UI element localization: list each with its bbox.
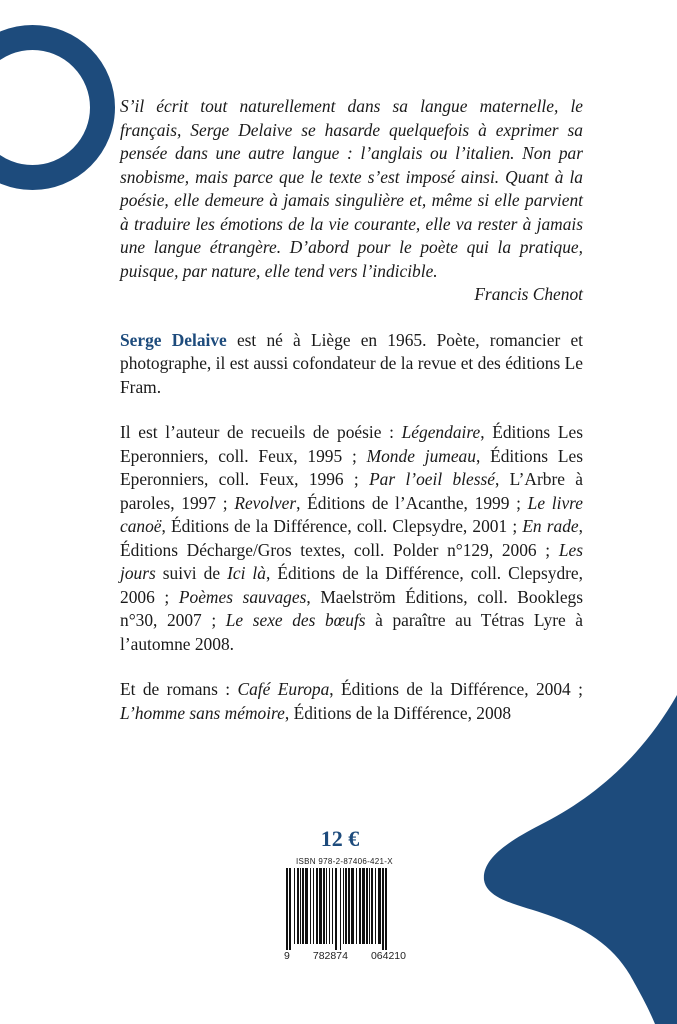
barcode-bar [371,868,373,944]
barcode-right-group: 064210 [370,950,406,962]
author-name: Serge Delaive [120,329,227,350]
poetry-works-segment: , L’Arbre à paroles, 1997 ; [120,469,584,513]
barcode-bar [335,868,337,950]
barcode-bar [323,868,325,944]
poetry-works-segment: Le sexe des bœufs [225,610,366,630]
novels-list-segment: L’homme sans mémoire [120,702,285,723]
barcode-bar [356,868,357,944]
poetry-works-segment: Les jours [120,539,583,583]
poetry-works-segment: Ici là [227,563,266,583]
barcode-bar [345,868,347,944]
poetry-works-segment: à paraître au Tétras Lyre à l’automne 2008. [120,610,584,654]
poetry-works-segment: suivi de [155,563,228,583]
barcode-first-digit: 9 [284,950,290,962]
barcode-left-group: 782874 [312,950,348,962]
barcode-digits [284,950,406,962]
barcode-bar [378,868,381,944]
poetry-works-segment: En rade [522,516,579,536]
poetry-works [120,421,583,656]
barcode-bar [286,868,288,950]
poetry-works-segment: , Maelström Éditions, coll. Booklegs n°30, 2007 ; [120,586,583,630]
poetry-works-segment: , Éditions de la Différence, coll. Clepsydre, 2001 ; [161,516,523,536]
barcode [284,868,406,950]
barcode-bar [332,868,333,944]
barcode-bar [326,868,327,944]
barcode-bar [329,868,330,944]
price: 12 € [320,826,360,851]
novels-list-segment: Café Europa [237,679,330,699]
barcode-bar [340,868,341,950]
author-bio [120,329,583,400]
poetry-works-segment: Le livre canoë [120,492,583,536]
barcode-bar [313,868,314,944]
poetry-works-segment: , Éditions Décharge/Gros textes, coll. Polder n°129, 2006 ; [120,516,584,560]
barcode-bar [289,868,291,950]
novels-list-segment: , Éditions de la Différence, 2004 ; [329,679,583,699]
poetry-works-segment: , Éditions Les Eperonniers, coll. Feux, 1995 ; [120,422,583,466]
barcode-bar [305,868,308,944]
barcode-bar [297,868,299,944]
barcode-bar [385,868,387,950]
barcode-bar [348,868,350,944]
barcode-bar [310,868,311,944]
barcode-bar [382,868,384,950]
poetry-works-segment: Poèmes sauvages [178,586,307,607]
barcode-bar [300,868,301,944]
barcode-bar [359,868,361,944]
barcode-bar [369,868,370,944]
poetry-works-segment: Revolver [234,492,297,513]
novels-list-segment: Et de romans : [120,679,238,699]
barcode-bar [351,868,354,944]
poetry-works-segment: , Éditions de l’Acanthe, 1999 ; [296,492,528,513]
quote-text: S’il écrit tout naturellement dans sa langue maternelle, le français, Serge Delaive se hasarde quelquefois à exprimer sa pensée dans une autre langue : l’anglais ou l’italien. Non par snobisme, mais parce que le texte s’est imposé ainsi. Quant à la poésie, elle demeure à jamais singulière et, même si elle parvient à traduire les émotions de la vie courante, elle va rester à jamais une langue étrangère. D’abord pour le poète qui la pratique, puisque, par nature, elle tend vers l’indicible. [120,96,583,281]
quote-author: Francis Chenot [474,284,583,304]
poetry-works-segment: , Éditions de la Différence, coll. Clepsydre, 2006 ; [120,563,583,607]
poetry-works-segment: Par l’oeil blessé [369,469,495,489]
back-cover-text [120,95,583,725]
barcode-bar [316,868,318,944]
poetry-works-segment: Légendaire [401,422,481,442]
novels-list-segment: , Éditions de la Différence, 2008 [284,702,512,723]
isbn-label: ISBN 978-2-87406-421-X [296,857,393,866]
poetry-works-segment: Monde jumeau [366,445,476,466]
barcode-bar [362,868,365,944]
bio-text: est né à Liège en 1965. Poète, romancier et photographe, il est aussi cofondateur de la revue et des éditions Le Fram. [120,329,584,397]
barcode-bar [375,868,376,944]
barcode-bar [302,868,304,944]
barcode-bar [343,868,344,944]
novels-list [120,678,583,725]
barcode-bar [294,868,295,944]
poetry-works-segment: Il est l’auteur de recueils de poésie : [120,422,402,442]
barcode-bar [319,868,322,944]
barcode-bar [366,868,368,944]
poetry-works-segment: , Éditions Les Eperonniers, coll. Feux, 1996 ; [120,445,583,489]
